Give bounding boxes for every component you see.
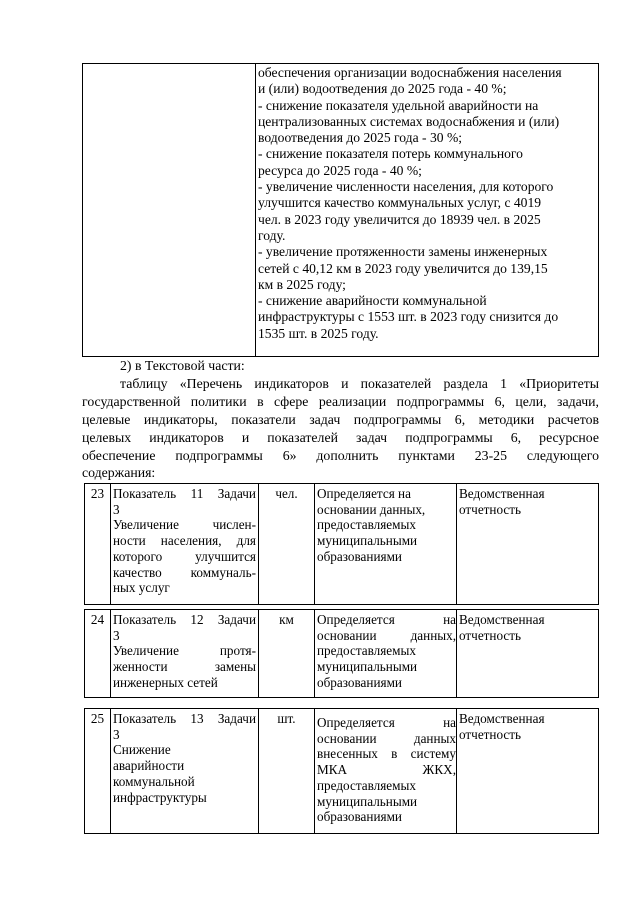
indicator-name-line: которого улучшится (113, 548, 256, 564)
method-line: образованиями (317, 809, 402, 825)
paragraph-line: целевые индикаторы, показатели задач подпрограммы 6, методики расчетов (82, 412, 599, 427)
target-line: централизованных системах водоснабжения и (или) (258, 113, 560, 129)
target-line: - снижение показателя удельной аварийности на (258, 97, 539, 113)
target-line: и (или) водоотведения до 2025 года - 40 %; (258, 81, 507, 97)
method-line: образованиями (317, 548, 402, 564)
target-line: сетей с 40,12 км в 2023 году увеличится до 139,15 (258, 260, 548, 276)
source-line: отчетность (459, 501, 522, 517)
paragraph-line: таблицу «Перечень индикаторов и показателей раздела 1 «Приоритеты (120, 376, 599, 391)
target-line: улучшится качество коммунальных услуг, с 4019 (258, 195, 542, 211)
method-line: муниципальными (317, 659, 418, 675)
method-line: Определяется на (317, 715, 456, 730)
paragraph-line: целевых индикаторов и показателей задач подпрограммы 6, ресурсное (82, 430, 599, 445)
target-line: км в 2025 году; (258, 276, 346, 292)
target-line: инфраструктуры с 1553 шт. в 2023 году снизится до (258, 309, 559, 325)
indicator-name-line: инженерных сетей (113, 674, 218, 690)
method-line: образованиями (317, 674, 402, 690)
target-line: 1535 шт. в 2025 году. (258, 325, 379, 341)
row-number: 25 (85, 709, 111, 833)
indicator-row-23 (84, 483, 599, 605)
source-line: отчетность (459, 627, 522, 643)
indicator-name-line: ности населения, для (113, 533, 256, 549)
indicator-name-line: женности замены (113, 659, 256, 675)
method-line: Определяется на (317, 486, 411, 501)
indicator-name-line: качество коммуналь- (113, 564, 256, 580)
item-heading: 2) в Текстовой части: (120, 358, 245, 373)
indicator-name-line: 3 (113, 726, 120, 742)
source-cell (457, 484, 598, 604)
indicator-name-line: Показатель 13 Задачи (113, 711, 256, 726)
method-line: предоставляемых (317, 777, 416, 793)
indicator-name-line: Увеличение протя- (113, 643, 256, 659)
method-line: основании данных (317, 730, 456, 746)
source-line: Ведомственная (459, 711, 545, 726)
indicator-name-cell (111, 610, 259, 697)
method-line: муниципальными (317, 533, 418, 549)
passport-table-empty-cell (83, 64, 256, 356)
method-line: основании данных, (317, 501, 426, 517)
indicator-row-25 (84, 708, 599, 834)
source-cell (457, 709, 598, 833)
source-line: Ведомственная (459, 612, 545, 627)
target-line: - увеличение протяженности замены инженерных (258, 244, 548, 260)
indicator-name-line: Показатель 11 Задачи (113, 486, 256, 501)
unit-cell: чел. (259, 484, 315, 604)
target-line: - снижение аварийности коммунальной (258, 293, 487, 309)
source-line: Ведомственная (459, 486, 545, 501)
indicator-name-line: Увеличение числен- (113, 517, 256, 533)
indicator-name-line: Снижение (113, 742, 171, 758)
method-line: внесенных в систему (317, 746, 456, 762)
indicator-name-line: 3 (113, 501, 120, 517)
paragraph-line: государственной политики в сфере реализации подпрограммы 6, цели, задачи, (82, 394, 599, 409)
source-line: отчетность (459, 726, 522, 742)
source-cell (457, 610, 598, 697)
indicator-name-cell (111, 709, 259, 833)
method-cell (315, 610, 457, 697)
indicator-name-line: 3 (113, 627, 120, 643)
target-line: водоотведения до 2025 года - 30 %; (258, 130, 463, 146)
indicator-name-line: инфраструктуры (113, 789, 207, 805)
target-line: - снижение показателя потерь коммунального (258, 146, 523, 162)
target-line: ресурса до 2025 года - 40 %; (258, 162, 422, 178)
indicator-name-line: Показатель 12 Задачи (113, 612, 256, 627)
passport-table-targets-cell (256, 64, 598, 356)
indicator-name-line: коммунальной (113, 773, 195, 789)
row-number: 23 (85, 484, 111, 604)
paragraph-line: содержания: (82, 465, 156, 480)
indicator-name-line: ных услуг (113, 580, 170, 596)
target-line: чел. в 2023 году увеличится до 18939 чел. в 2025 (258, 211, 541, 227)
target-line: - увеличение численности населения, для которого (258, 179, 554, 195)
method-cell (315, 484, 457, 604)
method-line: основании данных, (317, 627, 456, 643)
passport-table (82, 63, 599, 357)
indicator-name-cell (111, 484, 259, 604)
target-line: году. (258, 227, 286, 243)
method-line: муниципальными (317, 793, 418, 809)
unit-cell: км (259, 610, 315, 697)
paragraph-line: обеспечение подпрограммы 6» дополнить пунктами 23-25 следующего (82, 448, 599, 463)
unit-cell: шт. (259, 709, 315, 833)
method-line: МКА ЖКХ, (317, 762, 456, 778)
method-cell (315, 709, 457, 833)
method-line: предоставляемых (317, 643, 416, 659)
indicator-name-line: аварийности (113, 758, 185, 774)
indicator-row-24 (84, 609, 599, 698)
target-line: обеспечения организации водоснабжения населения (258, 65, 562, 80)
method-line: предоставляемых (317, 517, 416, 533)
method-line: Определяется на (317, 612, 456, 627)
row-number: 24 (85, 610, 111, 697)
